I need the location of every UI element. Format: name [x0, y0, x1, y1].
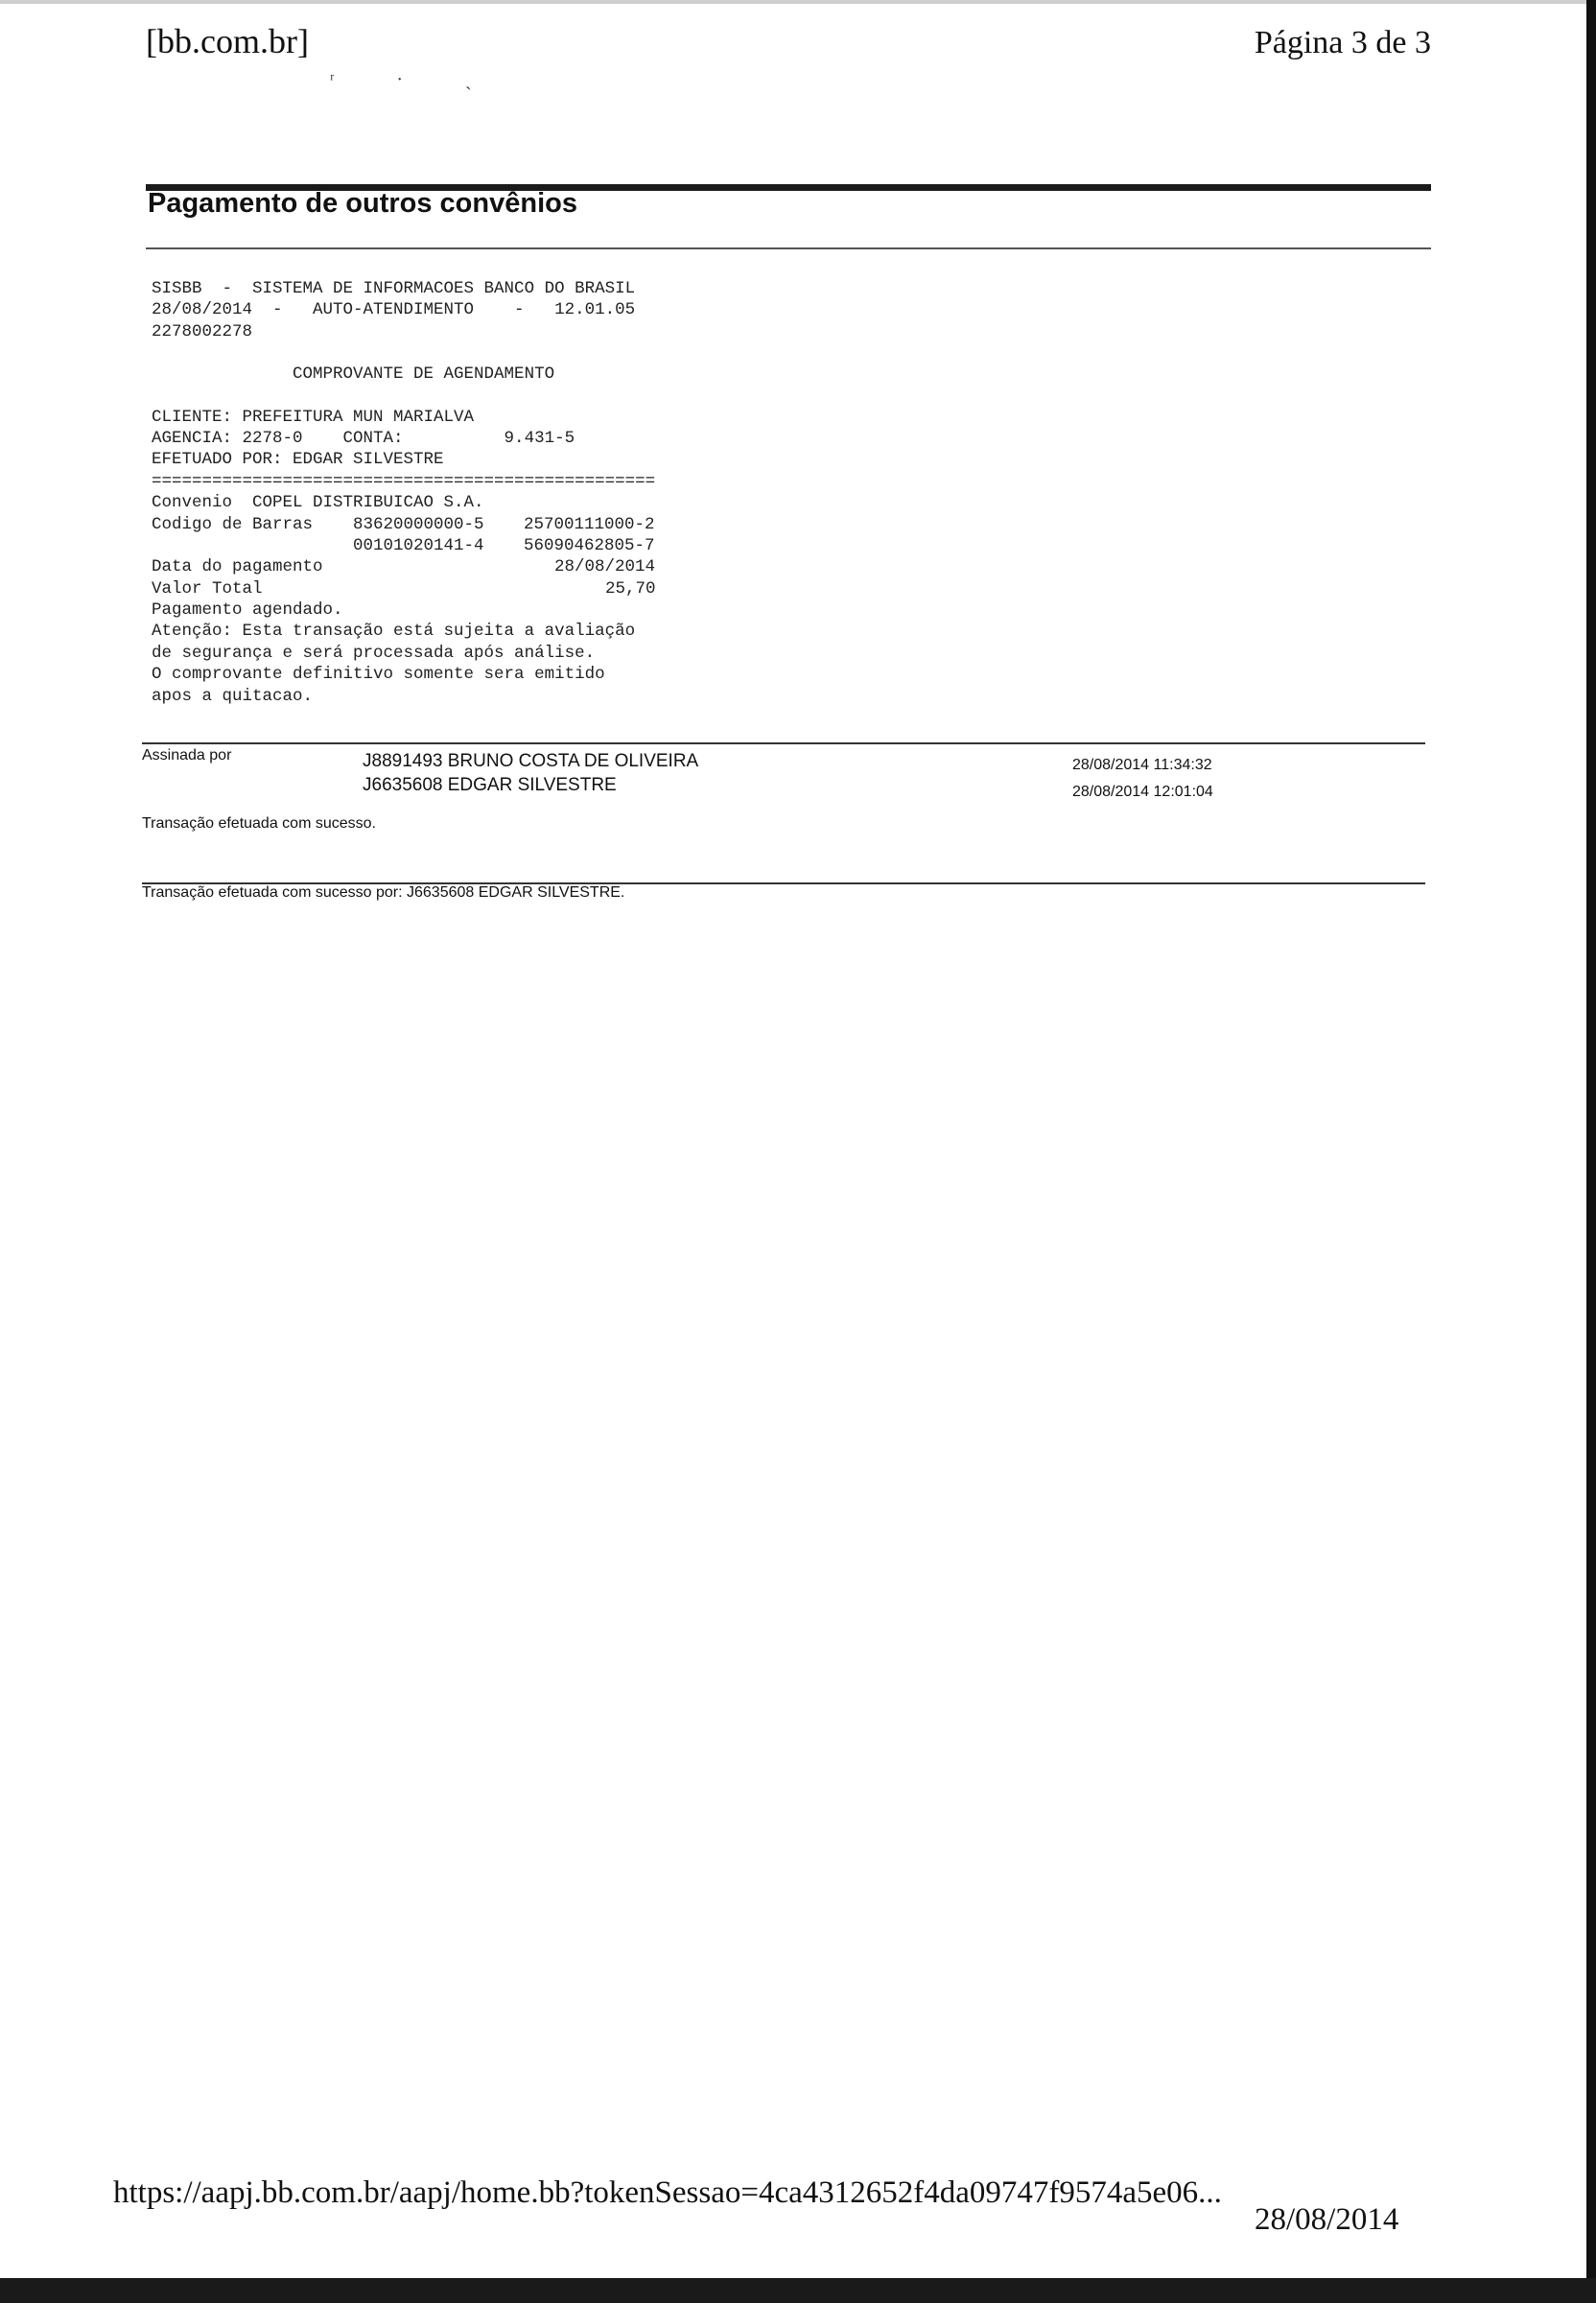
receipt-doc-title: COMPROVANTE DE AGENDAMENTO — [152, 364, 555, 385]
signer-2-name: J6635608 EDGAR SILVESTRE — [363, 775, 617, 795]
receipt-barcode-row-1 — [152, 514, 655, 535]
page-title: Pagamento de outros convênios — [148, 188, 577, 219]
header-site: [bb.com.br] — [146, 22, 309, 60]
signer-1-name: J8891493 BRUNO COSTA DE OLIVEIRA — [363, 751, 699, 771]
valor-total-value: 25,70 — [605, 578, 656, 599]
receipt-agendado: Pagamento agendado. — [152, 600, 343, 621]
receipt-atencao-2: de segurança e será processada após análise. — [152, 643, 596, 663]
valor-total-label: Valor Total — [152, 578, 263, 599]
signature-rule — [142, 742, 1425, 744]
barcode-1a: 83620000000-5 — [353, 514, 484, 534]
final-transaction-status: Transação efetuada com sucesso por: J6635608 EDGAR SILVESTRE. — [142, 884, 625, 901]
barcode-2a: 00101020141-4 — [353, 535, 484, 555]
page-top-edge — [0, 0, 1596, 4]
scan-right-border — [1586, 0, 1596, 2303]
data-pagamento-value: 28/08/2014 — [554, 557, 656, 577]
receipt-atencao-1: Atenção: Esta transação está sujeita a avaliação — [152, 622, 636, 642]
receipt-efetuado: EFETUADO POR: EDGAR SILVESTRE — [152, 450, 444, 470]
receipt-cliente: CLIENTE: PREFEITURA MUN MARIALVA — [152, 407, 475, 427]
signed-by-label: Assinada por — [142, 747, 232, 764]
receipt-convenio: Convenio COPEL DISTRIBUICAO S.A. — [152, 493, 484, 513]
transaction-status: Transação efetuada com sucesso. — [142, 815, 376, 832]
receipt-data-row — [152, 556, 655, 577]
header-page-number: Página 3 de 3 — [1254, 25, 1431, 60]
scan-bottom-border — [0, 2278, 1596, 2303]
data-pagamento-label: Data do pagamento — [152, 557, 323, 577]
receipt-date-line: 28/08/2014 - AUTO-ATENDIMENTO - 12.01.05 — [152, 300, 636, 320]
receipt-separator: ================================================== — [152, 471, 656, 491]
receipt-system-line: SISBB - SISTEMA DE INFORMACOES BANCO DO BRASIL — [152, 279, 636, 298]
receipt-definitivo-2: apos a quitacao. — [152, 686, 314, 706]
receipt-valor-row — [152, 578, 655, 599]
barcode-label: Codigo de Barras — [152, 514, 314, 534]
barcode-2b: 56090462805-7 — [524, 535, 655, 555]
receipt-terminal: 2278002278 — [152, 321, 253, 341]
receipt-definitivo-1: O comprovante definitivo somente sera emitido — [152, 665, 605, 685]
receipt-barcode-row-2 — [152, 535, 655, 556]
footer-url: https://aapj.bb.com.br/aapj/home.bb?tokenSessao=4ca4312652f4da09747f9574a5e06... — [113, 2175, 1222, 2210]
signer-2-timestamp: 28/08/2014 12:01:04 — [1072, 784, 1213, 800]
receipt-block — [152, 278, 655, 707]
footer-date: 28/08/2014 — [1255, 2202, 1399, 2237]
signer-1-timestamp: 28/08/2014 11:34:32 — [1072, 757, 1212, 773]
receipt-agencia: AGENCIA: 2278-0 CONTA: 9.431-5 — [152, 428, 575, 448]
scan-specks: ʳ · ˎ — [330, 69, 501, 90]
title-underline — [146, 247, 1431, 249]
barcode-1b: 25700111000-2 — [524, 514, 655, 534]
